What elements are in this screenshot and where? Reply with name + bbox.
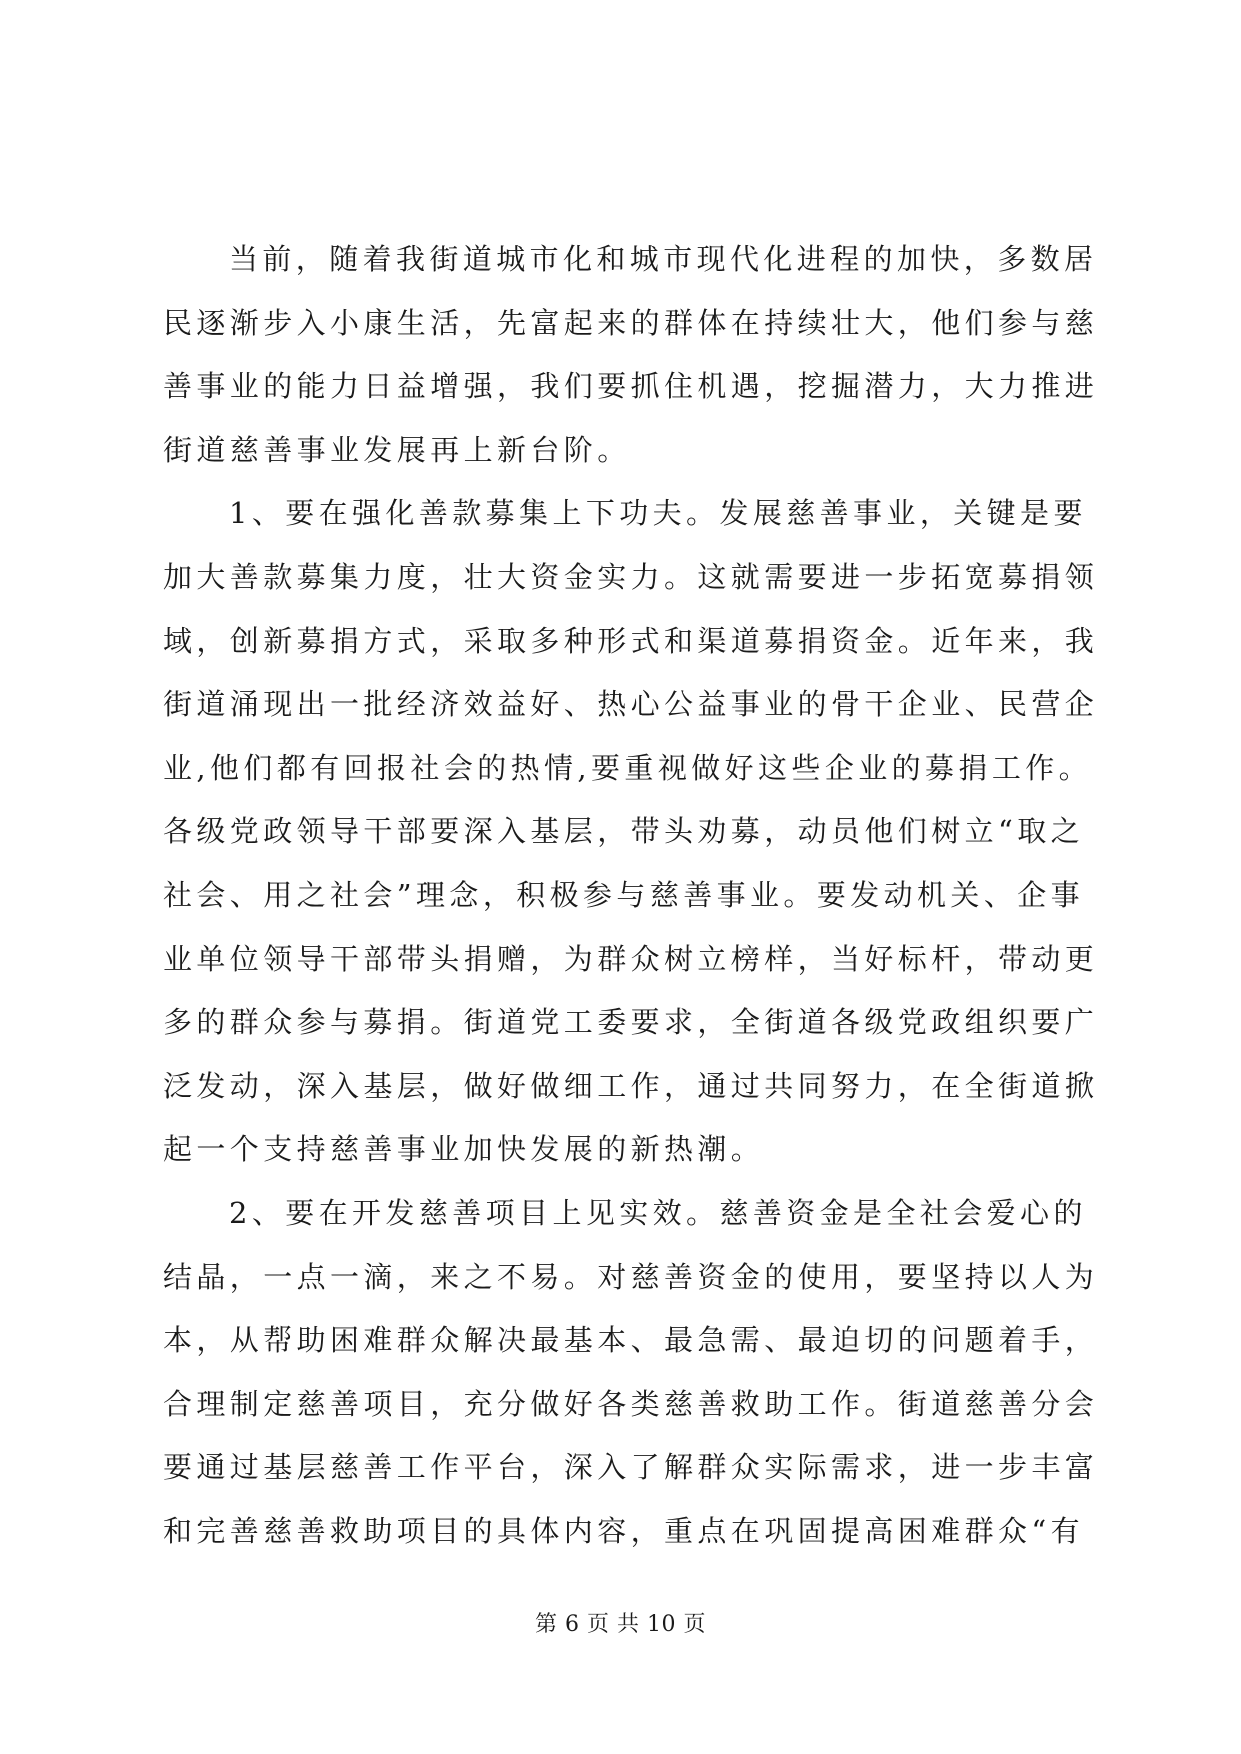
- page-footer: 第 6 页 共 10 页: [535, 1612, 706, 1637]
- text-line: 业,他们都有回报社会的热情,要重视做好这些企业的募捐工作。: [163, 750, 1093, 785]
- text-line: 加大善款募集力度，壮大资金实力。这就需要进一步拓宽募捐领: [163, 559, 1099, 594]
- text-line: 结晶，一点一滴，来之不易。对慈善资金的使用，要坚持以人为: [163, 1259, 1099, 1294]
- text-line: 当前，随着我街道城市化和城市现代化进程的加快，多数居: [229, 242, 1098, 276]
- text-line: 2、要在开发慈善项目上见实效。慈善资金是全社会爱心的: [229, 1195, 1087, 1230]
- text-line: 泛发动，深入基层，做好做细工作，通过共同努力，在全街道掀: [163, 1068, 1099, 1103]
- text-line: 街道慈善事业发展再上新台阶。: [163, 432, 631, 467]
- text-line: 本，从帮助困难群众解决最基本、最急需、最迫切的问题着手，: [163, 1323, 1099, 1358]
- text-line: 多的群众参与募捐。街道党工委要求，全街道各级党政组织要广: [163, 1005, 1099, 1040]
- text-line: 业单位领导干部带头捐赠，为群众树立榜样，当好标杆，带动更: [163, 941, 1099, 976]
- text-line: 各级党政领导干部要深入基层，带头劝募，动员他们树立“取之: [163, 814, 1085, 849]
- text-line: 起一个支持慈善事业加快发展的新热潮。: [163, 1132, 765, 1167]
- text-line: 民逐渐步入小康生活，先富起来的群体在持续壮大，他们参与慈: [163, 305, 1099, 340]
- text-line: 1、要在强化善款募集上下功夫。发展慈善事业，关键是要: [229, 496, 1087, 531]
- body-text: [163, 228, 1099, 1563]
- text-line: 要通过基层慈善工作平台，深入了解群众实际需求，进一步丰富: [163, 1450, 1099, 1485]
- text-line: 域，创新募捐方式，采取多种形式和渠道募捐资金。近年来，我: [163, 623, 1099, 658]
- text-line: 街道涌现出一批经济效益好、热心公益事业的骨干企业、民营企: [163, 687, 1099, 722]
- text-line: 和完善慈善救助项目的具体内容，重点在巩固提高困难群众“有: [163, 1513, 1085, 1548]
- text-line: 善事业的能力日益增强，我们要抓住机遇，挖掘潜力，大力推进: [163, 369, 1099, 404]
- text-line: 社会、用之社会”理念，积极参与慈善事业。要发动机关、企事: [163, 877, 1085, 912]
- text-line: 合理制定慈善项目，充分做好各类慈善救助工作。街道慈善分会: [163, 1386, 1099, 1421]
